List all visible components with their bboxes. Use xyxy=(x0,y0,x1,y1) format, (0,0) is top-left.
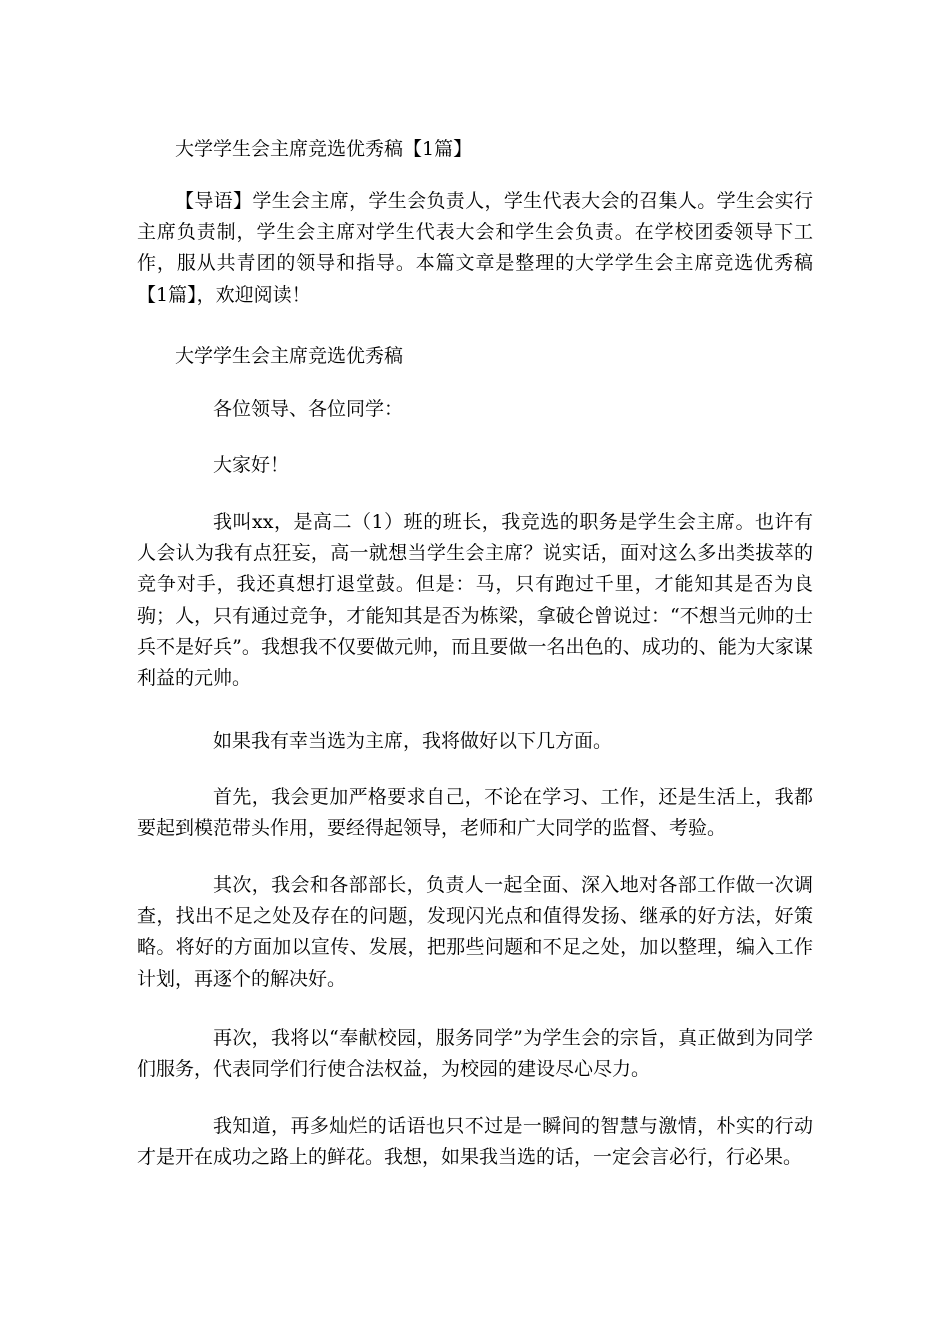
body-paragraph: 如果我有幸当选为主席，我将做好以下几方面。 xyxy=(213,730,613,752)
body-paragraph: 我知道，再多灿烂的话语也只不过是一瞬间的智慧与激情，朴实的行动才是开在成功之路上的鲜花。我想，如果我当选的话，一定会言必行，行必果。 xyxy=(137,1115,813,1169)
document-subtitle: 大学学生会主席竞选优秀稿 xyxy=(175,345,404,367)
body-paragraph: 我叫xx，是高二（1）班的班长，我竞选的职务是学生会主席。也许有人会认为我有点狂妄，高一就想当学生会主席？说实话，面对这么多出类拔萃的竞争对手，我还真想打退堂鼓。但是：马，只有跑过千里，才能知其是否为良驹；人，只有通过竞争，才能知其是否为栋梁，拿破仑曾说过：“不想当元帅的士兵不是好兵”。我想我不仅要做元帅，而且要做一名出色的、成功的、能为大家谋利益的元帅。 xyxy=(137,511,813,690)
intro-paragraph: 【导语】学生会主席，学生会负责人，学生代表大会的召集人。学生会实行主席负责制，学生会主席对学生代表大会和学生会负责。在学校团委领导下工作，服从共青团的领导和指导。本篇文章是整理的大学学生会主席竞选优秀稿【1篇】，欢迎阅读！ xyxy=(137,190,813,306)
greeting: 大家好！ xyxy=(213,454,290,476)
document-title: 大学学生会主席竞选优秀稿【1篇】 xyxy=(175,138,473,160)
body-paragraph: 首先，我会更加严格要求自己，不论在学习、工作，还是生活上，我都要起到模范带头作用，要经得起领导，老师和广大同学的监督、考验。 xyxy=(137,786,813,840)
body-paragraph: 再次，我将以“奉献校园，服务同学”为学生会的宗旨，真正做到为同学们服务，代表同学们行使合法权益，为校园的建设尽心尽力。 xyxy=(137,1027,813,1081)
body-paragraph: 其次，我会和各部部长，负责人一起全面、深入地对各部工作做一次调查，找出不足之处及存在的问题，发现闪光点和值得发扬、继承的好方法，好策略。将好的方面加以宣传、发展，把那些问题和不足之处，加以整理，编入工作计划，再逐个的解决好。 xyxy=(137,874,813,990)
salutation: 各位领导、各位同学： xyxy=(213,398,404,420)
